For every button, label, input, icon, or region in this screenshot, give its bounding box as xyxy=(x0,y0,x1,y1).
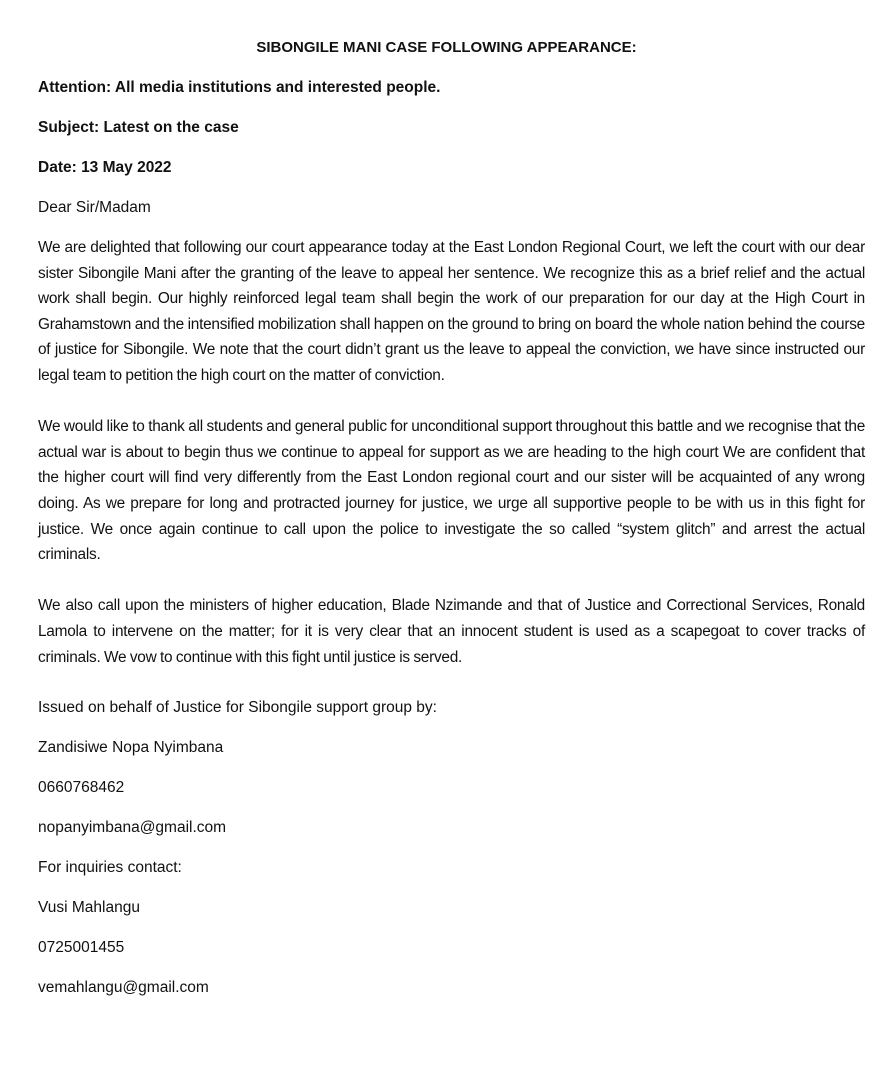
body-paragraph-1: We are delighted that following our court appearance today at the East London Regional Court, we left the court with our dear sister Sibongile Mani after the granting of the leave to appeal her sentence. We recognize this as a brief relief and the actual work shall begin. Our highly reinforced legal team shall begin the work of our preparation for our day at the High Court in Grahamstown and the intensified mobilization shall happen on the ground to bring on board the whole nation behind the course of justice for Sibongile. We note that the court didn’t grant us the leave to appeal the conviction, we have since instructed our legal team to petition the high court on the matter of conviction. xyxy=(38,239,865,384)
contact-phone: 0725001455 xyxy=(38,938,125,956)
body-paragraph-2: We would like to thank all students and general public for unconditional support throughout this battle and we recognise that the actual war is about to begin thus we continue to appeal for support as we are heading to the high court We are confident that the higher court will find very differently from the East London regional court and our sister will be acquainted of any wrong doing. As we prepare for long and protracted journey for justice, we urge all supportive people to be with us in this fight for justice. We once again continue to call upon the police to investigate the so called “system glitch” and arrest the actual criminals. xyxy=(38,418,865,564)
attention-line: Attention: All media institutions and interested people. xyxy=(38,79,441,96)
issuer-name: Zandisiwe Nopa Nyimbana xyxy=(38,738,224,756)
contact-email: vemahlangu@gmail.com xyxy=(38,978,209,996)
contact-name: Vusi Mahlangu xyxy=(38,898,140,916)
subject-line: Subject: Latest on the case xyxy=(38,119,239,136)
inquiries-label: For inquiries contact: xyxy=(38,858,182,876)
salutation: Dear Sir/Madam xyxy=(38,199,151,216)
issuer-email: nopanyimbana@gmail.com xyxy=(38,818,227,836)
issued-by-label: Issued on behalf of Justice for Sibongile support group by: xyxy=(38,698,437,716)
date-line: Date: 13 May 2022 xyxy=(38,159,172,176)
issuer-phone: 0660768462 xyxy=(38,778,125,796)
document-title: SIBONGILE MANI CASE FOLLOWING APPEARANCE: xyxy=(256,39,637,56)
body-paragraph-3: We also call upon the ministers of higher education, Blade Nzimande and that of Justice and Correctional Services, Ronald Lamola to intervene on the matter; for it is very clear that an innocent student is used as a scapegoat to cover tracks of criminals. We vow to continue with this fight until justice is served. xyxy=(38,597,865,666)
